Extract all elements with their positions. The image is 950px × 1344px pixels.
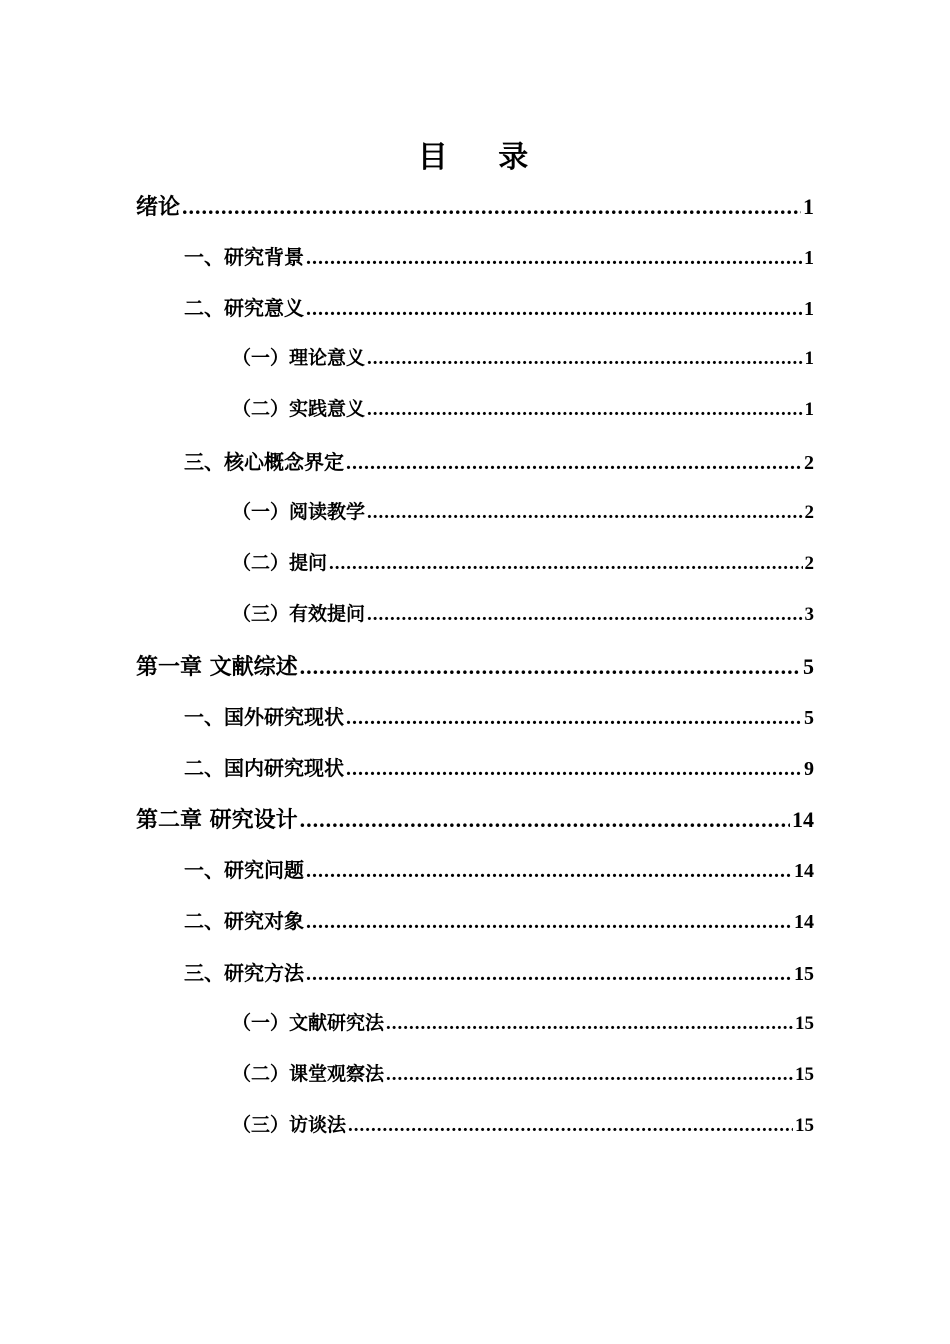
toc-entry[interactable] xyxy=(232,343,814,370)
toc-dot-leader xyxy=(346,707,802,730)
toc-entry[interactable] xyxy=(184,752,814,781)
toc-entry-label: 二、研究意义 xyxy=(184,296,304,321)
toc-dot-leader xyxy=(348,1115,793,1137)
toc-entry[interactable] xyxy=(184,446,814,475)
toc-entry-page-number: 15 xyxy=(795,1063,814,1085)
toc-dot-leader xyxy=(306,911,792,934)
toc-entry-label: 一、国外研究现状 xyxy=(184,705,344,729)
toc-entry[interactable] xyxy=(136,650,814,681)
toc-entry-page-number: 2 xyxy=(804,451,814,474)
toc-entry-page-number: 15 xyxy=(794,962,814,985)
toc-dot-leader xyxy=(367,399,802,421)
toc-entry-page-number: 2 xyxy=(804,501,814,523)
toc-dot-leader xyxy=(306,298,802,321)
toc-entry[interactable] xyxy=(184,701,814,730)
toc-entry-label: 第二章 研究设计 xyxy=(136,808,298,834)
toc-entry-page-number: 3 xyxy=(804,603,814,625)
toc-entry-label: 二、国内研究现状 xyxy=(184,756,344,781)
toc-entry[interactable] xyxy=(232,497,814,524)
toc-entry-page-number: 9 xyxy=(804,758,814,781)
toc-entry-page-number: 15 xyxy=(795,1114,814,1136)
toc-entry-label: （三）有效提问 xyxy=(232,602,366,625)
toc-dot-leader xyxy=(182,194,801,220)
toc-entry-page-number: 1 xyxy=(804,348,814,370)
toc-dot-leader xyxy=(306,860,792,883)
toc-entry-label: 三、核心概念界定 xyxy=(184,449,344,474)
toc-entry-label: 绪论 xyxy=(136,195,181,220)
toc-entry-page-number: 14 xyxy=(792,807,814,833)
toc-entry-page-number: 1 xyxy=(803,194,814,219)
toc-entry-label: （一）理论意义 xyxy=(232,347,366,370)
toc-entry-label: 一、研究问题 xyxy=(184,858,304,883)
toc-entry[interactable] xyxy=(184,854,814,883)
toc-dot-leader xyxy=(300,807,790,833)
toc-entry[interactable] xyxy=(232,1110,814,1137)
toc-entry-page-number: 5 xyxy=(803,653,814,679)
toc-entry[interactable] xyxy=(232,394,814,421)
toc-entry-label: （二）提问 xyxy=(232,551,328,574)
toc-entry-label: 一、研究背景 xyxy=(184,245,304,270)
toc-dot-leader xyxy=(346,452,802,475)
toc-entry-label: 二、研究对象 xyxy=(184,909,304,934)
toc-entry-page-number: 1 xyxy=(804,298,814,321)
toc-entry-page-number: 1 xyxy=(804,399,814,421)
toc-entry-page-number: 2 xyxy=(804,552,814,574)
toc-dot-leader xyxy=(367,502,802,524)
toc-entry[interactable] xyxy=(136,190,814,221)
toc-entry-label: （二）课堂观察法 xyxy=(232,1062,385,1085)
toc-dot-leader xyxy=(386,1013,793,1035)
toc-dot-leader xyxy=(306,247,802,270)
toc-entry-page-number: 14 xyxy=(794,860,814,883)
toc-dot-leader xyxy=(367,348,802,370)
toc-entry[interactable] xyxy=(232,1059,814,1086)
toc-entry-label: 第一章 文献综述 xyxy=(136,654,298,680)
toc-entry[interactable] xyxy=(232,1008,814,1035)
toc-entry-label: （三）访谈法 xyxy=(232,1113,347,1136)
toc-entry-label: （一）阅读教学 xyxy=(232,500,366,523)
toc-dot-leader xyxy=(306,963,792,986)
toc-entry-page-number: 14 xyxy=(794,911,814,934)
toc-entry[interactable] xyxy=(184,905,814,934)
toc-dot-leader xyxy=(367,604,802,626)
toc-entry[interactable] xyxy=(136,803,814,834)
toc-entry-page-number: 1 xyxy=(804,247,814,270)
toc-dot-leader xyxy=(300,654,801,680)
toc-entry[interactable] xyxy=(184,957,814,986)
toc-entry-page-number: 5 xyxy=(804,707,814,729)
toc-entry-page-number: 15 xyxy=(795,1012,814,1034)
toc-entry-label: 三、研究方法 xyxy=(184,960,304,985)
toc-entry-label: （一）文献研究法 xyxy=(232,1011,385,1034)
toc-dot-leader xyxy=(386,1064,793,1086)
toc-entry[interactable] xyxy=(184,241,814,270)
toc-title: 目 录 xyxy=(417,140,549,175)
toc-dot-leader xyxy=(329,553,802,575)
toc-entry-label: （二）实践意义 xyxy=(232,398,366,421)
toc-entry[interactable] xyxy=(232,599,814,626)
toc-entry[interactable] xyxy=(184,292,814,321)
toc-dot-leader xyxy=(346,758,802,781)
toc-entry[interactable] xyxy=(232,548,814,575)
